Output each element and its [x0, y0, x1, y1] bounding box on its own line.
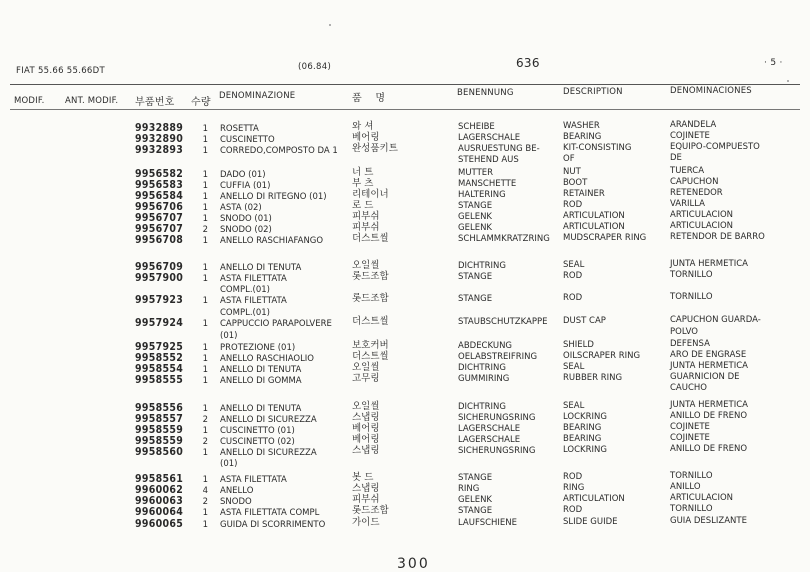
part-number: 9958559 — [135, 424, 184, 436]
korean-name: 더스트씰 — [352, 351, 389, 362]
spanish-name: TORNILLO — [670, 292, 713, 302]
german-name: DICHTRING — [458, 363, 506, 373]
english-name: ROD — [563, 200, 583, 210]
spanish-name: RETENEDOR — [670, 188, 723, 198]
spanish-name: COJINETE — [670, 433, 710, 443]
quantity: 1 — [202, 203, 208, 213]
english-name: BEARING — [563, 434, 602, 444]
german-name: SICHERUNGSRING — [458, 446, 536, 456]
german-name: LAGERSCHALE — [458, 435, 521, 445]
english-name: RING — [563, 483, 585, 493]
part-number: 9958559 — [135, 435, 184, 447]
spanish-name: ARTICULACION — [670, 493, 734, 503]
spanish-name: JUNTA HERMETICA — [670, 400, 748, 410]
german-name: SICHERUNGSRING — [458, 413, 536, 423]
german-name: AUSRUESTUNG BE- — [458, 144, 540, 154]
quantity: 1 — [202, 319, 208, 329]
german-name: GELENK — [458, 212, 492, 222]
quantity: 1 — [202, 236, 208, 246]
quantity: 2 — [202, 225, 208, 235]
spanish-name: TUERCA — [670, 166, 705, 176]
italian-name: CUSCINETTO (01) — [220, 426, 295, 436]
part-number: 9957900 — [135, 272, 184, 284]
english-name: RETAINER — [563, 189, 605, 199]
italian-name: SNODO (01) — [220, 214, 272, 224]
spanish-name: TORNILLO — [670, 270, 713, 280]
quantity: 1 — [202, 404, 208, 414]
quantity: 2 — [202, 415, 208, 425]
korean-name: 고무링 — [352, 373, 380, 384]
spanish-name: ANILLO DE FRENO — [670, 411, 748, 421]
english-name: KIT-CONSISTING — [563, 143, 632, 153]
quantity: 1 — [202, 274, 208, 284]
korean-name: 너 트 — [352, 167, 374, 178]
spanish-name: TORNILLO — [670, 471, 713, 481]
english-name: BOOT — [563, 178, 588, 188]
korean-name: 피부쉬 — [352, 211, 380, 222]
quantity: 1 — [202, 448, 208, 458]
italian-name: ASTA FILETTATA COMPL — [220, 508, 320, 518]
german-name: GUMMIRING — [458, 374, 510, 384]
col-header-benennung: BENENNUNG — [457, 88, 514, 98]
italian-name: CAPPUCCIO PARAPOLVERE — [220, 319, 332, 329]
english-name: BEARING — [563, 132, 602, 142]
english-name: RUBBER RING — [563, 373, 623, 383]
italian-name: DADO (01) — [220, 170, 266, 180]
part-number: 9956707 — [135, 212, 184, 224]
part-number: 9956706 — [135, 201, 184, 213]
italian-name: PROTEZIONE (01) — [220, 343, 296, 353]
korean-name: 피부쉬 — [352, 494, 380, 505]
quantity: 1 — [202, 124, 208, 134]
part-number: 9958556 — [135, 402, 184, 414]
quantity: 1 — [202, 354, 208, 364]
german-name: MUTTER — [458, 168, 494, 178]
italian-name: ANELLO DI TENUTA — [220, 404, 302, 414]
quantity: 1 — [202, 170, 208, 180]
quantity: 2 — [202, 497, 208, 507]
korean-name: 봇 드 — [352, 472, 374, 483]
german-name: LAGERSCHALE — [458, 424, 521, 434]
english-name: ROD — [563, 505, 583, 515]
korean-name: 리테이너 — [352, 189, 389, 200]
korean-name: 베어링 — [352, 132, 380, 143]
quantity: 1 — [202, 426, 208, 436]
page-number: 636 — [516, 56, 540, 70]
part-number: 9956707 — [135, 223, 184, 235]
korean-name: 더스트씰 — [352, 316, 389, 327]
spanish-name: ARTICULACION — [670, 221, 734, 231]
korean-name: 보호커버 — [352, 340, 389, 351]
part-number: 9956583 — [135, 179, 184, 191]
quantity: 1 — [202, 146, 208, 156]
english-name: NUT — [563, 167, 581, 177]
spanish-name: ANILLO — [670, 482, 701, 492]
spanish-name: ARO DE ENGRASE — [670, 350, 747, 360]
quantity: 4 — [202, 486, 208, 496]
spanish-name: GUARNICION DE — [670, 372, 740, 382]
quantity: 2 — [202, 437, 208, 447]
english-name: SEAL — [563, 260, 585, 270]
korean-name: 부 츠 — [352, 178, 374, 189]
italian-name: (01) — [220, 459, 238, 469]
italian-name: ASTA FILETTATA — [220, 274, 287, 284]
german-name: ABDECKUNG — [458, 341, 513, 351]
german-name: SCHLAMMKRATZRING — [458, 234, 550, 244]
german-name: MANSCHETTE — [458, 179, 517, 189]
spanish-name: RETENDOR DE BARRO — [670, 232, 765, 242]
italian-name: COMPL.(01) — [220, 308, 270, 318]
italian-name: CORREDO,COMPOSTO DA 1 — [220, 146, 338, 156]
german-name: STANGE — [458, 272, 493, 282]
spanish-name: GUIA DESLIZANTE — [670, 516, 747, 526]
italian-name: ANELLO DI TENUTA — [220, 365, 302, 375]
english-name: ROD — [563, 293, 583, 303]
italian-name: ANELLO DI SICUREZZA — [220, 448, 317, 458]
col-header-description: DESCRIPTION — [563, 87, 623, 97]
german-name: LAGERSCHALE — [458, 133, 521, 143]
header-rule-bottom — [10, 109, 800, 110]
scan-speck — [787, 80, 789, 82]
quantity: 1 — [202, 475, 208, 485]
italian-name: ANELLO RASCHIAOLIO — [220, 354, 314, 364]
english-name: OILSCRAPER RING — [563, 351, 641, 361]
german-name: STAUBSCHUTZKAPPE — [458, 317, 548, 327]
italian-name: ASTA (02) — [220, 203, 262, 213]
spanish-name: COJINETE — [670, 131, 710, 141]
quantity: 1 — [202, 376, 208, 386]
part-number: 9958555 — [135, 374, 184, 386]
korean-name: 가이드 — [352, 517, 380, 528]
korean-name: 오일씰 — [352, 401, 380, 412]
part-number: 9960065 — [135, 518, 184, 530]
part-number: 9932893 — [135, 144, 184, 156]
korean-name: 와 셔 — [352, 121, 374, 132]
english-name: ROD — [563, 472, 583, 482]
italian-name: CUSCINETTO — [220, 135, 275, 145]
scan-speck — [329, 24, 331, 26]
part-number: 9960063 — [135, 495, 184, 507]
part-number: 9958554 — [135, 363, 184, 375]
korean-name: 베어링 — [352, 434, 380, 445]
italian-name: ANELLO DI SICUREZZA — [220, 415, 317, 425]
italian-name: ANELLO DI GOMMA — [220, 376, 302, 386]
korean-name: 로 드 — [352, 200, 374, 211]
col-header-part-no: 부품번호 — [135, 97, 175, 108]
col-header-modif: MODIF. — [14, 96, 45, 106]
english-name: DUST CAP — [563, 316, 606, 326]
part-number: 9956584 — [135, 190, 184, 202]
quantity: 1 — [202, 365, 208, 375]
part-number: 9932889 — [135, 122, 184, 134]
german-name: STANGE — [458, 506, 493, 516]
german-name: HALTERING — [458, 190, 506, 200]
korean-name: 스냅링 — [352, 445, 380, 456]
korean-name: 롯드조합 — [352, 505, 389, 516]
german-name: LAUFSCHIENE — [458, 518, 518, 528]
col-header-korean: 품 명 — [352, 93, 386, 104]
spanish-name: JUNTA HERMETICA — [670, 259, 748, 269]
korean-name: 롯드조합 — [352, 271, 389, 282]
quantity: 1 — [202, 343, 208, 353]
german-name: DICHTRING — [458, 402, 506, 412]
header-rule-top — [10, 84, 800, 85]
korean-name: 베어링 — [352, 423, 380, 434]
spanish-name: ARANDELA — [670, 120, 717, 130]
quantity: 1 — [202, 181, 208, 191]
korean-name: 롯드조합 — [352, 293, 389, 304]
spanish-name: ARTICULACION — [670, 210, 734, 220]
german-name: STANGE — [458, 201, 493, 211]
quantity: 1 — [202, 192, 208, 202]
spanish-name: CAUCHO — [670, 383, 707, 393]
italian-name: ANELLO DI RITEGNO (01) — [220, 192, 327, 202]
english-name: SEAL — [563, 362, 585, 372]
part-number: 9956709 — [135, 261, 184, 273]
german-name: GELENK — [458, 495, 492, 505]
english-name: LOCKRING — [563, 412, 607, 422]
italian-name: ASTA FILETTATA — [220, 475, 287, 485]
footer-handwritten-mark: 300 — [397, 556, 430, 572]
sheet-number: · 5 · — [764, 58, 783, 68]
part-number: 9956708 — [135, 234, 184, 246]
italian-name: ROSETTA — [220, 124, 259, 134]
english-name: SHIELD — [563, 340, 594, 350]
korean-name: 오일씰 — [352, 362, 380, 373]
english-name: BEARING — [563, 423, 602, 433]
quantity: 1 — [202, 135, 208, 145]
col-header-denominaciones: DENOMINACIONES — [670, 86, 752, 96]
italian-name: ANELLO DI TENUTA — [220, 263, 302, 273]
italian-name: ANELLO RASCHIAFANGO — [220, 236, 324, 246]
italian-name: SNODO — [220, 497, 252, 507]
model-title: FIAT 55.66 55.66DT — [16, 66, 105, 76]
english-name: ARTICULATION — [563, 222, 625, 232]
german-name: GELENK — [458, 223, 492, 233]
german-name: RING — [458, 484, 480, 494]
italian-name: CUSCINETTO (02) — [220, 437, 295, 447]
english-name: OF — [563, 154, 575, 164]
german-name: DICHTRING — [458, 261, 506, 271]
part-number: 9958561 — [135, 473, 184, 485]
part-number: 9957924 — [135, 317, 184, 329]
german-name: STANGE — [458, 473, 493, 483]
col-header-qty: 수량 — [191, 97, 211, 108]
spanish-name: COJINETE — [670, 422, 710, 432]
quantity: 1 — [202, 520, 208, 530]
italian-name: CUFFIA (01) — [220, 181, 271, 191]
part-number: 9960062 — [135, 484, 184, 496]
italian-name: GUIDA DI SCORRIMENTO — [220, 520, 326, 530]
quantity: 1 — [202, 214, 208, 224]
part-number: 9956582 — [135, 168, 184, 180]
quantity: 1 — [202, 508, 208, 518]
italian-name: ASTA FILETTATA — [220, 296, 287, 306]
italian-name: ANELLO — [220, 486, 254, 496]
english-name: MUDSCRAPER RING — [563, 233, 647, 243]
part-number: 9958560 — [135, 446, 184, 458]
part-number: 9957923 — [135, 294, 184, 306]
korean-name: 스냅링 — [352, 483, 380, 494]
part-number: 9960064 — [135, 506, 184, 518]
korean-name: 피부쉬 — [352, 222, 380, 233]
english-name: SEAL — [563, 401, 585, 411]
english-name: ARTICULATION — [563, 494, 625, 504]
part-number: 9957925 — [135, 341, 184, 353]
korean-name: 스냅링 — [352, 412, 380, 423]
spanish-name: ANILLO DE FRENO — [670, 444, 748, 454]
german-name: OELABSTREIFRING — [458, 352, 538, 362]
col-header-ant-modif: ANT. MODIF. — [65, 96, 119, 106]
korean-name: 완성품키트 — [352, 143, 398, 154]
part-number: 9958557 — [135, 413, 184, 425]
german-name: STEHEND AUS — [458, 155, 519, 165]
english-name: ARTICULATION — [563, 211, 625, 221]
spanish-name: CAPUCHON — [670, 177, 719, 187]
spanish-name: TORNILLO — [670, 504, 713, 514]
german-name: SCHEIBE — [458, 122, 495, 132]
english-name: SLIDE GUIDE — [563, 517, 618, 527]
col-header-denominazione: DENOMINAZIONE — [219, 91, 296, 101]
korean-name: 더스트씰 — [352, 233, 389, 244]
spanish-name: DE — [670, 153, 682, 163]
english-name: LOCKRING — [563, 445, 607, 455]
spanish-name: EQUIPO-COMPUESTO — [670, 142, 760, 152]
german-name: STANGE — [458, 294, 493, 304]
italian-name: SNODO (02) — [220, 225, 272, 235]
korean-name: 오일씰 — [352, 260, 380, 271]
english-name: ROD — [563, 271, 583, 281]
part-number: 9958552 — [135, 352, 184, 364]
italian-name: COMPL.(01) — [220, 285, 270, 295]
italian-name: (01) — [220, 331, 238, 341]
spanish-name: VARILLA — [670, 199, 705, 209]
english-name: WASHER — [563, 121, 600, 131]
spanish-name: DEFENSA — [670, 339, 710, 349]
spanish-name: POLVO — [670, 327, 698, 337]
part-number: 9932890 — [135, 133, 184, 145]
spanish-name: CAPUCHON GUARDA- — [670, 315, 761, 325]
spanish-name: JUNTA HERMETICA — [670, 361, 748, 371]
quantity: 1 — [202, 263, 208, 273]
catalog-date: (06.84) — [298, 62, 332, 72]
quantity: 1 — [202, 296, 208, 306]
